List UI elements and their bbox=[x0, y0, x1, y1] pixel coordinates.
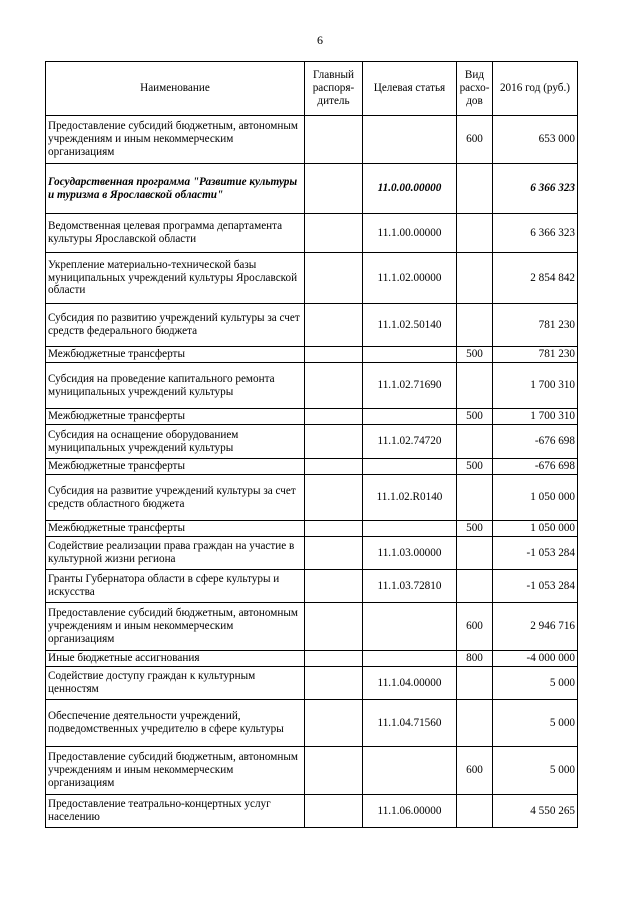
cell-target: 11.1.03.72810 bbox=[363, 570, 457, 603]
table-row bbox=[46, 521, 578, 537]
cell-target bbox=[363, 459, 457, 475]
cell-admin bbox=[305, 537, 363, 570]
table-row bbox=[46, 409, 578, 425]
header-target: Целевая статья bbox=[363, 62, 457, 116]
cell-target bbox=[363, 747, 457, 795]
cell-amount: 5 000 bbox=[493, 700, 578, 747]
table-row bbox=[46, 116, 578, 164]
cell-amount: 6 366 323 bbox=[493, 164, 578, 214]
cell-name: Иные бюджетные ассигнования bbox=[46, 651, 305, 667]
table-row bbox=[46, 651, 578, 667]
table-row bbox=[46, 347, 578, 363]
table-row bbox=[46, 164, 578, 214]
cell-name: Гранты Губернатора области в сфере культуры и искусства bbox=[46, 570, 305, 603]
cell-admin bbox=[305, 651, 363, 667]
cell-amount: 2 946 716 bbox=[493, 603, 578, 651]
cell-target: 11.1.02.50140 bbox=[363, 304, 457, 347]
cell-kind bbox=[457, 700, 493, 747]
cell-amount: 1 700 310 bbox=[493, 363, 578, 409]
cell-name: Содействие доступу граждан к культурным ценностям bbox=[46, 667, 305, 700]
table-row bbox=[46, 700, 578, 747]
table-row bbox=[46, 475, 578, 521]
cell-admin bbox=[305, 700, 363, 747]
cell-target bbox=[363, 603, 457, 651]
cell-admin bbox=[305, 304, 363, 347]
table-row bbox=[46, 363, 578, 409]
table-header-row bbox=[46, 62, 578, 116]
table-row bbox=[46, 214, 578, 253]
cell-admin bbox=[305, 459, 363, 475]
cell-name: Межбюджетные трансферты bbox=[46, 409, 305, 425]
cell-amount: -4 000 000 bbox=[493, 651, 578, 667]
cell-admin bbox=[305, 214, 363, 253]
cell-kind bbox=[457, 164, 493, 214]
budget-table bbox=[45, 61, 578, 828]
cell-kind: 600 bbox=[457, 116, 493, 164]
page-number: 6 bbox=[317, 33, 323, 47]
cell-kind bbox=[457, 475, 493, 521]
cell-kind bbox=[457, 795, 493, 828]
cell-name: Обеспечение деятельности учреждений, подведомственных учредителю в сфере культуры bbox=[46, 700, 305, 747]
cell-target bbox=[363, 521, 457, 537]
cell-target: 11.1.02.74720 bbox=[363, 425, 457, 459]
cell-name: Укрепление материально-технической базы муниципальных учреждений культуры Ярославской области bbox=[46, 253, 305, 304]
cell-kind: 500 bbox=[457, 409, 493, 425]
cell-kind bbox=[457, 304, 493, 347]
cell-admin bbox=[305, 363, 363, 409]
cell-name: Субсидия на проведение капитального ремонта муниципальных учреждений культуры bbox=[46, 363, 305, 409]
cell-kind bbox=[457, 537, 493, 570]
cell-name: Предоставление субсидий бюджетным, автономным учреждениям и иным некоммерческим организациям bbox=[46, 747, 305, 795]
cell-admin bbox=[305, 347, 363, 363]
cell-kind bbox=[457, 214, 493, 253]
cell-admin bbox=[305, 603, 363, 651]
cell-kind bbox=[457, 667, 493, 700]
table-row bbox=[46, 667, 578, 700]
table-row bbox=[46, 747, 578, 795]
cell-admin bbox=[305, 475, 363, 521]
cell-name: Предоставление субсидий бюджетным, автономным учреждениям и иным некоммерческим организациям bbox=[46, 116, 305, 164]
cell-admin bbox=[305, 409, 363, 425]
cell-name: Субсидия по развитию учреждений культуры за счет средств федерального бюджета bbox=[46, 304, 305, 347]
header-admin: Главный распоря-дитель bbox=[305, 62, 363, 116]
cell-admin bbox=[305, 164, 363, 214]
cell-admin bbox=[305, 747, 363, 795]
cell-amount: 5 000 bbox=[493, 667, 578, 700]
table-row bbox=[46, 603, 578, 651]
cell-amount: -676 698 bbox=[493, 459, 578, 475]
header-name: Наименование bbox=[46, 62, 305, 116]
cell-target: 11.1.06.00000 bbox=[363, 795, 457, 828]
table-row bbox=[46, 253, 578, 304]
table-row bbox=[46, 795, 578, 828]
cell-kind bbox=[457, 570, 493, 603]
cell-target bbox=[363, 409, 457, 425]
cell-name: Субсидия на развитие учреждений культуры за счет средств областного бюджета bbox=[46, 475, 305, 521]
cell-name: Предоставление театрально-концертных услуг населению bbox=[46, 795, 305, 828]
cell-name: Межбюджетные трансферты bbox=[46, 347, 305, 363]
table-row bbox=[46, 425, 578, 459]
cell-kind: 600 bbox=[457, 603, 493, 651]
cell-kind bbox=[457, 363, 493, 409]
cell-amount: 1 700 310 bbox=[493, 409, 578, 425]
cell-name: Содействие реализации права граждан на участие в культурной жизни региона bbox=[46, 537, 305, 570]
cell-kind: 600 bbox=[457, 747, 493, 795]
cell-name: Предоставление субсидий бюджетным, автономным учреждениям и иным некоммерческим организациям bbox=[46, 603, 305, 651]
cell-amount: 653 000 bbox=[493, 116, 578, 164]
table-row bbox=[46, 304, 578, 347]
header-amount: 2016 год (руб.) bbox=[493, 62, 578, 116]
cell-name: Ведомственная целевая программа департамента культуры Ярославской области bbox=[46, 214, 305, 253]
cell-target: 11.1.02.71690 bbox=[363, 363, 457, 409]
cell-admin bbox=[305, 667, 363, 700]
cell-target: 11.1.04.00000 bbox=[363, 667, 457, 700]
header-kind: Вид расхо-дов bbox=[457, 62, 493, 116]
cell-amount: 5 000 bbox=[493, 747, 578, 795]
cell-amount: 781 230 bbox=[493, 304, 578, 347]
cell-amount: 4 550 265 bbox=[493, 795, 578, 828]
cell-target bbox=[363, 347, 457, 363]
cell-admin bbox=[305, 116, 363, 164]
cell-amount: -676 698 bbox=[493, 425, 578, 459]
cell-kind: 500 bbox=[457, 521, 493, 537]
table-row bbox=[46, 537, 578, 570]
cell-admin bbox=[305, 570, 363, 603]
cell-kind bbox=[457, 253, 493, 304]
cell-target: 11.1.02.00000 bbox=[363, 253, 457, 304]
cell-kind: 500 bbox=[457, 459, 493, 475]
cell-amount: 6 366 323 bbox=[493, 214, 578, 253]
cell-target: 11.0.00.00000 bbox=[363, 164, 457, 214]
cell-name: Государственная программа "Развитие культуры и туризма в Ярославской области" bbox=[46, 164, 305, 214]
cell-admin bbox=[305, 253, 363, 304]
cell-kind: 500 bbox=[457, 347, 493, 363]
cell-target: 11.1.03.00000 bbox=[363, 537, 457, 570]
cell-target bbox=[363, 116, 457, 164]
cell-target: 11.1.02.R0140 bbox=[363, 475, 457, 521]
cell-admin bbox=[305, 425, 363, 459]
table-row bbox=[46, 570, 578, 603]
cell-amount: 1 050 000 bbox=[493, 521, 578, 537]
cell-kind bbox=[457, 425, 493, 459]
cell-amount: -1 053 284 bbox=[493, 570, 578, 603]
cell-name: Субсидия на оснащение оборудованием муниципальных учреждений культуры bbox=[46, 425, 305, 459]
cell-name: Межбюджетные трансферты bbox=[46, 459, 305, 475]
cell-amount: -1 053 284 bbox=[493, 537, 578, 570]
cell-admin bbox=[305, 795, 363, 828]
table-body bbox=[46, 116, 578, 828]
cell-target: 11.1.00.00000 bbox=[363, 214, 457, 253]
cell-target bbox=[363, 651, 457, 667]
cell-kind: 800 bbox=[457, 651, 493, 667]
cell-amount: 781 230 bbox=[493, 347, 578, 363]
cell-admin bbox=[305, 521, 363, 537]
cell-target: 11.1.04.71560 bbox=[363, 700, 457, 747]
table-row bbox=[46, 459, 578, 475]
cell-name: Межбюджетные трансферты bbox=[46, 521, 305, 537]
cell-amount: 1 050 000 bbox=[493, 475, 578, 521]
cell-amount: 2 854 842 bbox=[493, 253, 578, 304]
